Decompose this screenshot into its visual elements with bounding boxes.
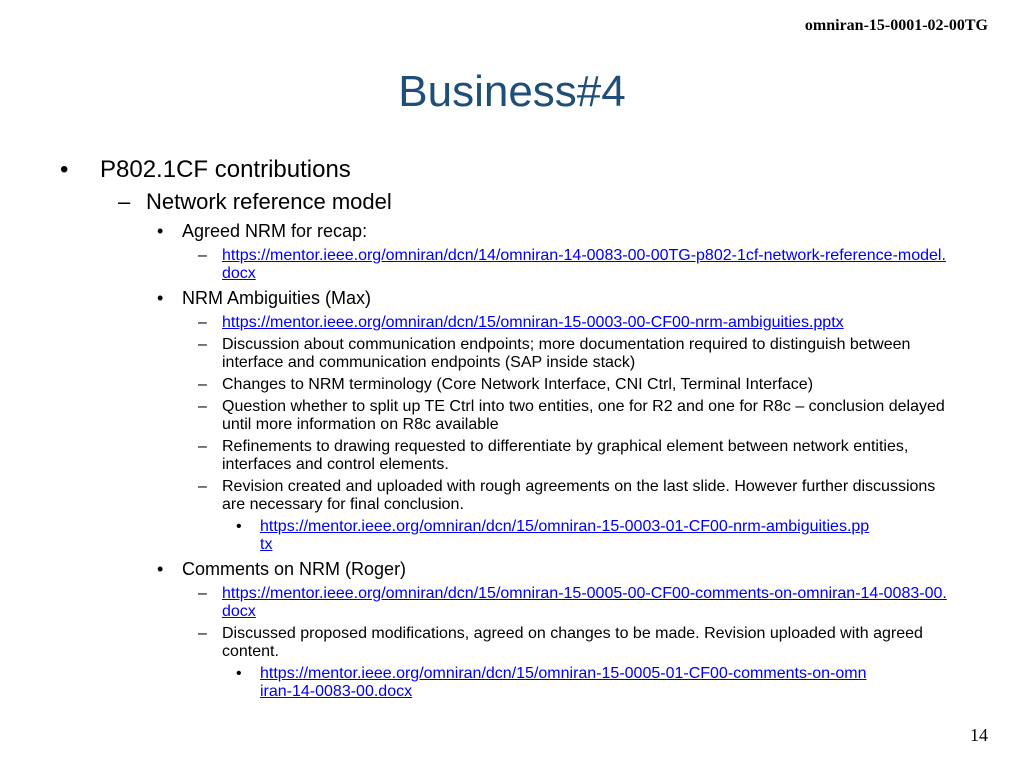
ambiguities-document-link[interactable]: https://mentor.ieee.org/omniran/dcn/15/omniran-15-0003-00-CF00-nrm-ambiguities.pptx	[222, 314, 844, 331]
page-number: 14	[970, 725, 988, 745]
bullet-nrm-ambiguities	[0, 287, 1024, 310]
dash-marker: –	[198, 314, 207, 331]
bullet-text: Comments on NRM (Roger)	[182, 559, 407, 579]
bullet-text: Refinements to drawing requested to differentiate by graphical element between network entities, interfaces and control elements.	[222, 438, 909, 473]
bullet-text: Discussed proposed modifications, agreed on changes to be made. Revision uploaded with agreed content.	[222, 625, 923, 660]
bullet-recap-link	[0, 247, 952, 283]
bullet-text: P802.1CF contributions	[100, 156, 351, 183]
comments-document-link[interactable]: https://mentor.ieee.org/omniran/dcn/15/omniran-15-0005-00-CF00-comments-on-omniran-14-0083-00.docx	[222, 585, 947, 620]
bullet-agreed-nrm	[0, 220, 1024, 243]
bullet-ambiguities-link	[0, 314, 952, 332]
bullet-nrm-terminology	[0, 376, 952, 394]
dash-marker: –	[198, 438, 207, 455]
bullet-marker: •	[236, 665, 242, 682]
bullet-ambiguities-revision-link	[0, 518, 870, 554]
bullet-p802-1cf	[0, 155, 1024, 185]
slide-title: Business#4	[398, 67, 626, 116]
recap-document-link[interactable]: https://mentor.ieee.org/omniran/dcn/14/omniran-14-0083-00-00TG-p802-1cf-network-reference-model.docx	[222, 247, 946, 282]
bullet-text: Discussion about communication endpoints; more documentation required to distinguish between interface and communication endpoints (SAP inside stack)	[222, 336, 911, 371]
bullet-comments-link	[0, 585, 952, 621]
ambiguities-revision-link[interactable]: https://mentor.ieee.org/omniran/dcn/15/omniran-15-0003-01-CF00-nrm-ambiguities.pptx	[260, 518, 870, 553]
dash-marker: –	[198, 336, 207, 353]
bullet-comments-revision-link	[0, 665, 870, 701]
bullet-text: Question whether to split up TE Ctrl into two entities, one for R2 and one for R8c – conclusion delayed until more information on R8c available	[222, 398, 945, 433]
bullet-te-ctrl-split	[0, 398, 952, 434]
dash-marker: –	[198, 376, 207, 393]
bullet-text: Revision created and uploaded with rough agreements on the last slide. However further discussions are necessary for final conclusion.	[222, 478, 936, 513]
bullet-revision-created	[0, 478, 952, 514]
slide-content	[0, 155, 1024, 701]
dash-marker: –	[198, 247, 207, 264]
bullet-marker: •	[157, 221, 164, 241]
dash-marker: –	[118, 189, 131, 214]
bullet-network-reference-model	[0, 188, 1024, 216]
bullet-proposed-modifications	[0, 625, 952, 661]
dash-marker: –	[198, 478, 207, 495]
bullet-marker: •	[236, 518, 242, 535]
bullet-communication-endpoints	[0, 336, 952, 372]
bullet-text: Network reference model	[146, 189, 392, 214]
bullet-text: Changes to NRM terminology (Core Network Interface, CNI Ctrl, Terminal Interface)	[222, 376, 814, 393]
dash-marker: –	[198, 625, 207, 642]
bullet-text: NRM Ambiguities (Max)	[182, 288, 372, 308]
bullet-marker: •	[157, 288, 164, 308]
dash-marker: –	[198, 398, 207, 415]
bullet-marker: •	[157, 559, 164, 579]
bullet-marker: •	[60, 156, 69, 183]
comments-revision-link[interactable]: https://mentor.ieee.org/omniran/dcn/15/omniran-15-0005-01-CF00-comments-on-omniran-14-0083-00.docx	[260, 665, 867, 700]
bullet-text: Agreed NRM for recap:	[182, 221, 368, 241]
document-id: omniran-15-0001-02-00TG	[804, 17, 988, 34]
bullet-comments-on-nrm	[0, 558, 1024, 581]
bullet-drawing-refinements	[0, 438, 952, 474]
dash-marker: –	[198, 585, 207, 602]
